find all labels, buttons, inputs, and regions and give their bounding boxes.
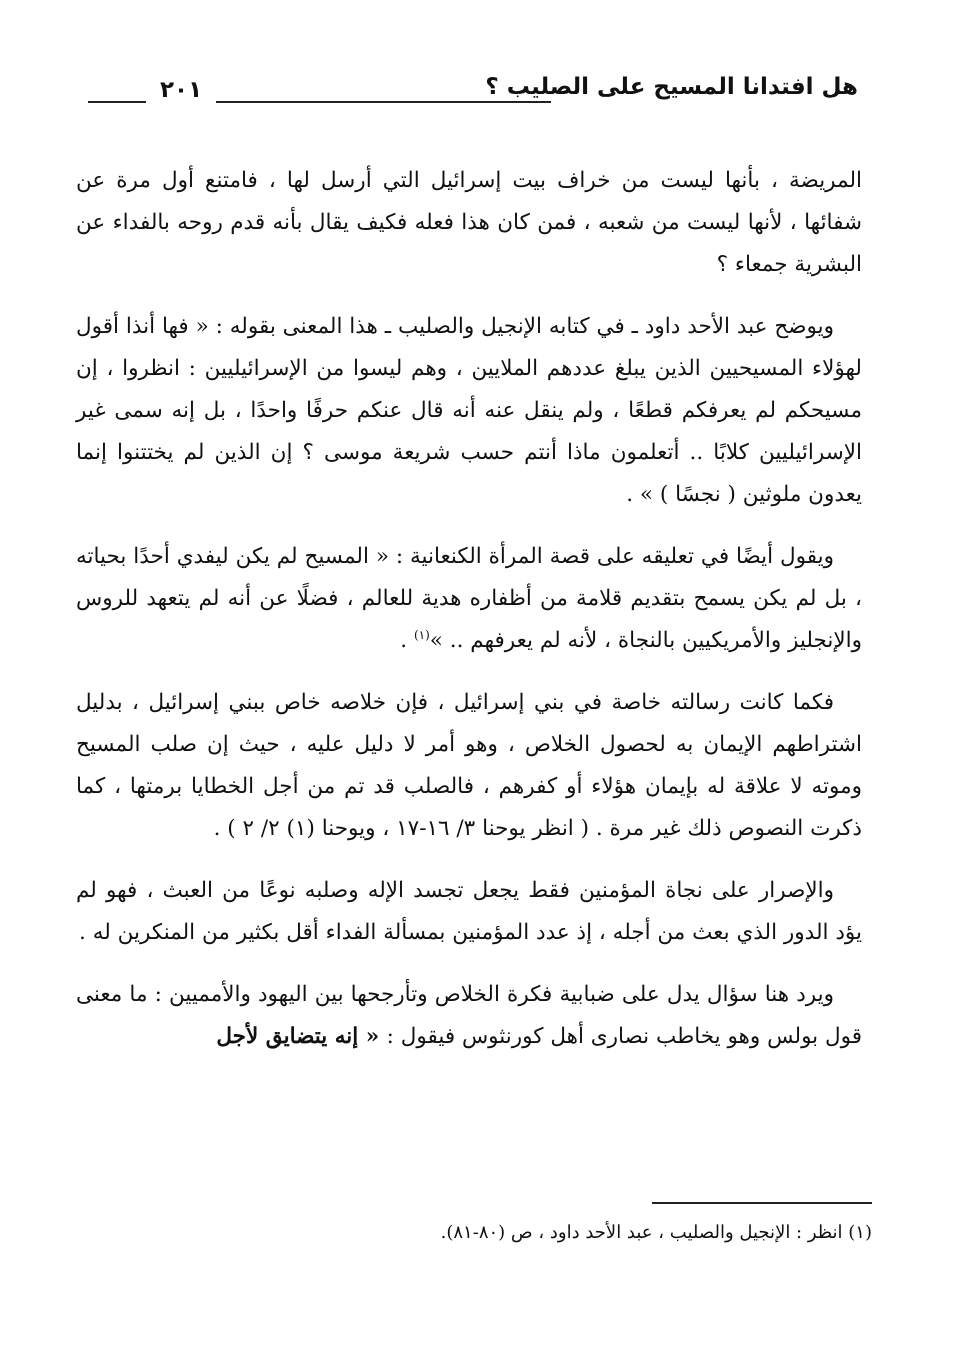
page-number: ٢٠١ (160, 77, 203, 103)
paragraph-5-text: والإصرار على نجاة المؤمنين فقط يجعل تجسد الإله وصلبه نوعًا من العبث ، فهو لم يؤد الدور الذي بعث من أجله ، إذ عدد المؤمنين بمسألة الفداء أقل بكثير من المنكرين له . (76, 878, 862, 945)
paragraph-4-text: فكما كانت رسالته خاصة في بني إسرائيل ، فإن خلاصه خاص ببني إسرائيل ، بدليل اشتراطهم الإيمان به لحصول الخلاص ، وهو أمر لا دليل عليه ، حيث إن صلب المسيح وموته لا علاقة له بإيمان هؤلاء أو كفرهم ، فالصلب قد تم من أجل الخطايا برمتها ، كما ذكرت النصوص ذلك غير مرة . ( انظر يوحنا ٣/ ١٦-١٧ ، ويوحنا (١) ٢/ ٢ ) . (76, 690, 862, 841)
header-rule (216, 101, 551, 103)
header-rule-short (88, 101, 146, 103)
paragraph-1 (76, 160, 862, 286)
paragraph-5 (76, 870, 862, 954)
paragraph-6-bold-quote: « إنه يتضايق لأجل (216, 1024, 387, 1049)
body-text (76, 160, 862, 1078)
paragraph-2-text: ويوضح عبد الأحد داود ـ في كتابه الإنجيل والصليب ـ هذا المعنى بقوله : « فها أنذا أقول لهؤلاء المسيحيين الذين يبلغ عددهم الملايين ، وهم ليسوا من الإسرائيليين : انظروا ، إن مسيحكم لم يعرفكم قطعًا ، ولم ينقل عنه أنه قال عنكم حرفًا واحدًا ، بل إنه سمى غير الإسرائيليين كلابًا .. أتعلمون ماذا أنتم حسب شريعة موسى ؟ إن الذين لم يختتنوا إنما يعدون ملوثين ( نجسًا ) » . (76, 314, 862, 507)
paragraph-2 (76, 306, 862, 516)
paragraph-6-text: ويرد هنا سؤال يدل على ضبابية فكرة الخلاص وتأرجحها بين اليهود والأمميين : ما معنى قول بولس وهو يخاطب نصارى أهل كورنثوس فيقول : (76, 982, 862, 1049)
footnote-separator (652, 1202, 872, 1204)
paragraph-6 (76, 974, 862, 1058)
paragraph-1-text: المريضة ، بأنها ليست من خراف بيت إسرائيل التي أرسل لها ، فامتنع أول مرة عن شفائها ، لأنها ليست من شعبه ، فمن كان هذا فعله فكيف يقال بأنه قدم روحه بالفداء عن البشرية جمعاء ؟ (76, 168, 862, 277)
footnote: (١) انظر : الإنجيل والصليب ، عبد الأحد داود ، ص (٨٠-٨١). (440, 1222, 872, 1243)
paragraph-3 (76, 536, 862, 662)
paragraph-4 (76, 682, 862, 850)
footnote-reference[interactable]: (١) (413, 627, 430, 642)
paragraph-3-text: ويقول أيضًا في تعليقه على قصة المرأة الكنعانية : « المسيح لم يكن ليفدي أحدًا بحياته ، بل لم يكن يسمح بتقديم قلامة من أظفاره هدية للعالم ، فضلًا عن أنه لم يتعهد للروس والإنجليز والأمريكيين بالنجاة ، لأنه لم يعرفهم .. » (76, 544, 862, 653)
paragraph-3-tail: . (400, 628, 414, 653)
header-title: هل افتدانا المسيح على الصليب ؟ (485, 74, 858, 100)
running-header (88, 74, 858, 114)
